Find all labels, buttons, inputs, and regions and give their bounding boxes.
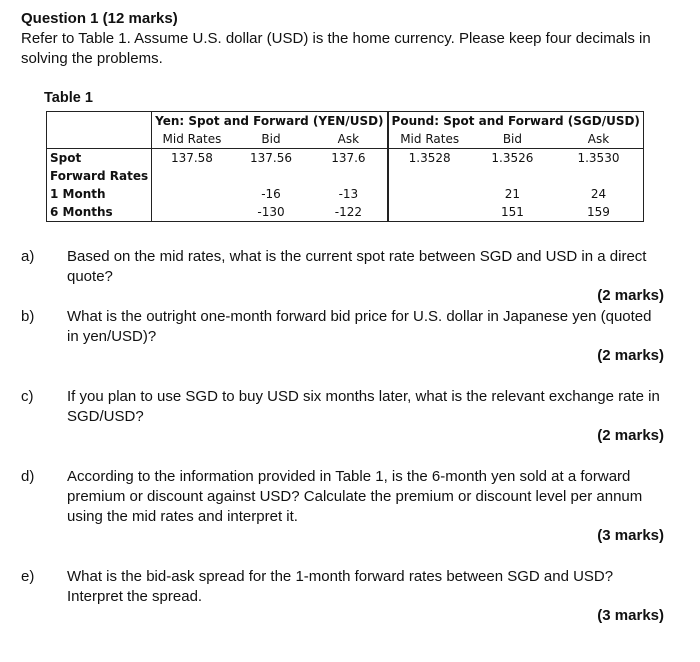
column-header: Mid Rates — [388, 130, 471, 149]
table-cell: -13 — [338, 187, 359, 201]
table-cell: 1.3530 — [554, 149, 643, 168]
table-group-header-row — [47, 112, 644, 131]
question-intro: Refer to Table 1. Assume U.S. dollar (USD) is the home currency. Please keep four decimals in solving the problems. — [21, 30, 651, 67]
table-cell: 1.3526 — [491, 151, 534, 165]
table-cell — [554, 167, 643, 185]
column-header: Ask — [554, 130, 643, 149]
column-header: Ask — [310, 130, 387, 149]
table-cell: 24 — [554, 185, 643, 203]
table-cell: 21 — [504, 187, 521, 201]
part-letter: b) — [21, 308, 35, 325]
part-letter: d) — [21, 468, 35, 485]
table-cell: 137.58 — [152, 149, 232, 168]
part-letter: c) — [21, 388, 34, 405]
table-cell: -122 — [310, 203, 387, 222]
table-cell: 137.56 — [250, 151, 292, 165]
column-header: Bid — [232, 130, 310, 149]
row-label: 1 Month — [47, 185, 152, 203]
part-text: According to the information provided in Table 1, is the 6-month yen sold at a forward premium or discount against USD? Calculate the premium or discount level per annum using the mid rates and interpret it. — [67, 468, 643, 525]
table-row — [47, 185, 644, 203]
part-text: What is the outright one-month forward bid price for U.S. dollar in Japanese yen (quoted in yen/USD)? — [67, 308, 652, 345]
table-cell: 1.3528 — [388, 149, 471, 168]
table-cell — [152, 167, 232, 185]
table-title: Table 1 — [44, 90, 93, 106]
column-header: Bid — [471, 130, 554, 149]
row-label: Forward Rates — [47, 167, 152, 185]
row-label: Spot — [47, 149, 152, 168]
table-row — [47, 203, 644, 222]
pound-group-header: Pound: Spot and Forward (SGD/USD) — [388, 112, 644, 131]
table-cell: 137.6 — [331, 151, 366, 165]
part-letter: e) — [21, 568, 35, 585]
table-cell: -16 — [261, 187, 281, 201]
part-marks: (3 marks) — [597, 527, 664, 544]
table-cell — [152, 203, 232, 222]
question-title: Question 1 (12 marks) — [21, 10, 178, 27]
table-cell: 151 — [471, 203, 554, 222]
part-text: What is the bid-ask spread for the 1-month forward rates between SGD and USD? Interpret the spread. — [67, 568, 614, 605]
table-cell — [388, 167, 471, 185]
part-marks: (3 marks) — [597, 607, 664, 624]
yen-group-header: Yen: Spot and Forward (YEN/USD) — [152, 112, 388, 131]
part-letter: a) — [21, 248, 35, 265]
table-cell — [388, 203, 471, 222]
part-marks: (2 marks) — [597, 347, 664, 364]
table-cell — [152, 185, 232, 203]
part-marks: (2 marks) — [597, 287, 664, 304]
rates-table — [46, 111, 644, 222]
row-label: 6 Months — [47, 203, 152, 222]
table-row — [47, 149, 644, 168]
part-text: If you plan to use SGD to buy USD six months later, what is the relevant exchange rate in SGD/USD? — [67, 388, 660, 425]
table-cell — [471, 167, 554, 185]
table-cell: -130 — [232, 203, 310, 222]
column-header: Mid Rates — [152, 130, 232, 149]
table-cell — [310, 167, 387, 185]
table-subheader-row — [47, 130, 644, 149]
table-cell: 159 — [554, 203, 643, 222]
part-text: Based on the mid rates, what is the current spot rate between SGD and USD in a direct quote? — [67, 248, 647, 285]
part-marks: (2 marks) — [597, 427, 664, 444]
table-row — [47, 167, 644, 185]
table-cell — [388, 185, 471, 203]
table-cell — [232, 167, 310, 185]
